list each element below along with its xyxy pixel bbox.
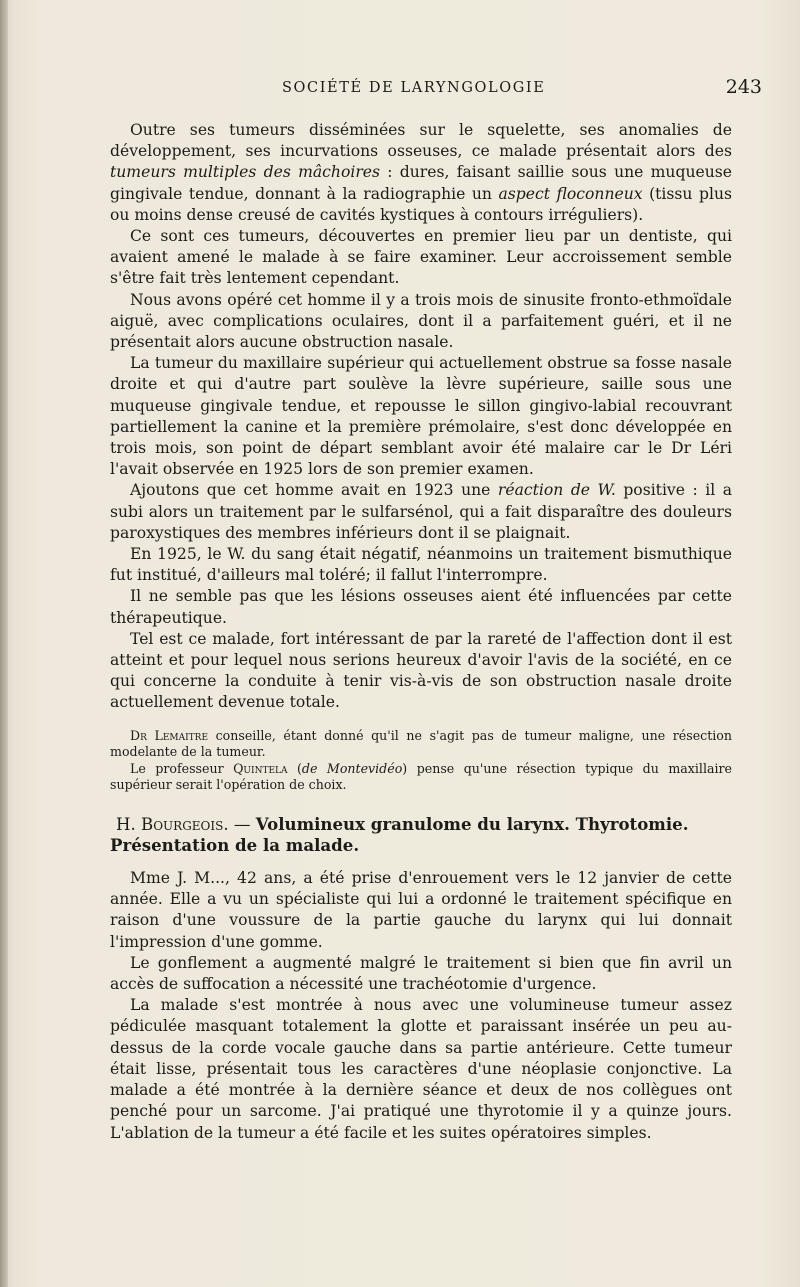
page-number: 243 — [725, 76, 762, 98]
paragraph: La tumeur du maxillaire supérieur qui actuellement obstrue sa fosse nasale droite et qui d'autre part soulève la lèvre supérieure, saille sous une muqueuse gingivale tendue, et repousse le sillon gingivo-labial recouvrant partiellement la canine et la première prémolaire, s'est donc développée en trois mois, son point de départ semblant avoir été malaire car le Dr Léri l'avait observée en 1925 lors de son premier examen. — [110, 354, 732, 479]
paragraph: Nous avons opéré cet homme il y a trois mois de sinusite fronto-ethmoïdale aiguë, avec complications oculaires, dont il a parfaitement guéri, et il ne présentait alors aucune obstruction nasale. — [110, 290, 732, 352]
paragraph: Ajoutons que cet homme avait en 1923 une réaction de W. positive : il a subi alors un traitement par le sulfarsénol, qui a fait disparaître des douleurs paroxystiques des membres inférieurs dont il se plaignait. — [110, 481, 733, 542]
paragraph: Tel est ce malade, fort intéressant de par la rareté de l'affection dont il est atteint et pour lequel nous serions heureux d'avoir l'avis de la société, en ce qui concerne la conduite à tenir vis-à-vis de son obstruction nasale droite actuellement devenue totale. — [110, 629, 732, 712]
discussion-note: Le professeur Quintela (de Montevidéo) pense qu'une résection typique du maxillaire supérieur serait l'opération de choix. — [110, 760, 732, 793]
paragraph: En 1925, le W. du sang était négatif, néanmoins un traitement bismuthique fut institué, d'ailleurs mal toléré; il fallut l'interrompre. — [110, 545, 732, 585]
paragraph: Outre ses tumeurs disséminées sur le squelette, ses anomalies de développement, ses incurvations osseuses, ce malade présentait alors des tumeurs multiples des mâchoires : dures, faisant saillie sous une muqueuse gingivale tendue, donnant à la radiographie un aspect floconneux (tissu plus ou moins dense creusé de cavités kystiques à contours irréguliers). — [110, 121, 732, 224]
paragraph: La malade s'est montrée à nous avec une volumineuse tumeur assez pédiculée masquant totalement la glotte et paraissant insérée un peu au-dessus de la corde vocale gauche dans sa partie antérieure. Cette tumeur était lisse, présentait tous les caractères d'une néoplasie conjonctive. La malade a été montrée à la dernière séance et deux de nos collègues ont penché pour un sarcome. J'ai pratiqué une thyrotomie il y a quinze jours. L'ablation de la tumeur a été facile et les suites opératoires simples. — [110, 996, 732, 1142]
paragraph: Mme J. M..., 42 ans, a été prise d'enrouement vers le 12 janvier de cette année. Elle a vu un spécialiste qui lui a ordonné le traitement spécifique en raison d'une voussure de la partie gauche du larynx qui lui donnait l'impression d'une gomme. — [110, 869, 732, 951]
book-spine-shadow — [0, 0, 8, 1287]
discussion-note: Dr Lemaitre conseille, étant donné qu'il ne s'agit pas de tumeur maligne, une résection modelante de la tumeur. — [110, 727, 732, 760]
paragraph: Il ne semble pas que les lésions osseuses aient été influencées par cette thérapeutique. — [110, 587, 732, 627]
discussion-notes — [110, 728, 732, 794]
page-header — [112, 76, 762, 102]
paragraph: Ce sont ces tumeurs, découvertes en premier lieu par un dentiste, qui avaient amené le malade à se faire examiner. Leur accroissement semble s'être fait très lentement cependant. — [110, 227, 732, 288]
section-heading: H. Bourgeois. — Volumineux granulome du larynx. Thyrotomie. Présentation de la malade. — [110, 814, 689, 856]
running-title: SOCIÉTÉ DE LARYNGOLOGIE — [282, 80, 546, 96]
section-author: H. Bourgeois. — [116, 815, 229, 835]
page-body — [110, 120, 732, 1144]
section-title: Volumineux granulome du larynx. Thyrotomie. Présentation de la malade. — [110, 814, 689, 856]
paragraph: Le gonflement a augmenté malgré le traitement si bien que fin avril un accès de suffocation a nécessité une trachéotomie d'urgence. — [110, 953, 732, 994]
